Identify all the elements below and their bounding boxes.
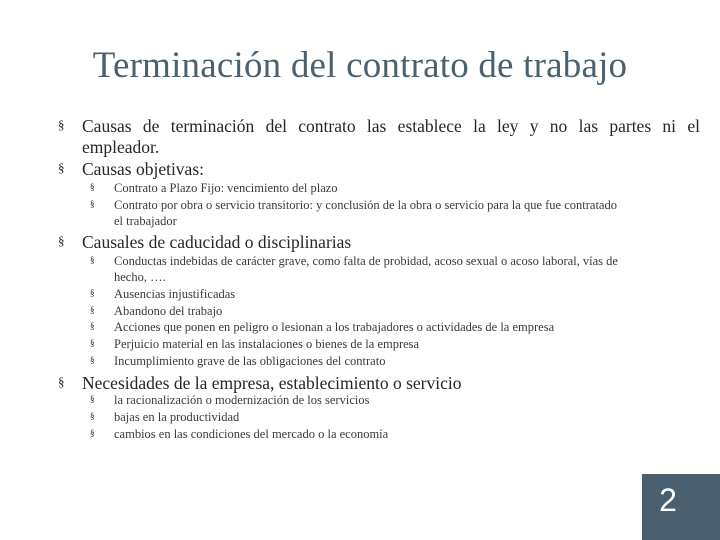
list-item-1 xyxy=(82,116,700,136)
slide-title: Terminación del contrato de trabajo xyxy=(92,45,628,86)
sub-item: cambios en las condiciones del mercado o la economía xyxy=(114,427,389,441)
bullet-icon: § xyxy=(90,255,95,265)
bullet-icon: § xyxy=(90,411,95,421)
bullet-icon: § xyxy=(90,428,95,438)
list-item-text: empleador. xyxy=(82,137,160,157)
sub-item: Incumplimiento grave de las obligaciones del contrato xyxy=(114,354,386,368)
bullet-icon: § xyxy=(58,233,65,248)
bullet-icon: § xyxy=(90,199,95,209)
sub-item: Ausencias injustificadas xyxy=(114,287,236,301)
sub-item-cont: hecho, …. xyxy=(114,270,166,284)
sub-item: Contrato por obra o servicio transitorio: y conclusión de la obra o servicio para la que fue contratado xyxy=(114,198,617,212)
sub-item: Acciones que ponen en peligro o lesionan a los trabajadores o actividades de la empresa xyxy=(114,320,555,334)
sub-item: bajas en la productividad xyxy=(114,410,240,424)
bullet-icon: § xyxy=(58,117,65,132)
list-item-4: Necesidades de la empresa, establecimiento o servicio xyxy=(82,373,462,393)
bullet-icon: § xyxy=(90,355,95,365)
bullet-icon: § xyxy=(90,321,95,331)
sub-item: Conductas indebidas de carácter grave, como falta de probidad, acoso sexual o acoso laboral, vías de xyxy=(114,254,618,268)
list-item-1-cont xyxy=(82,137,700,157)
sub-item: Perjuicio material en las instalaciones o bienes de la empresa xyxy=(114,337,420,351)
bullet-icon: § xyxy=(90,305,95,315)
page-number: 2 xyxy=(642,474,694,526)
sub-item: Abandono del trabajo xyxy=(114,304,223,318)
list-item-2: Causas objetivas: xyxy=(82,159,204,179)
list-item-text: Causas de terminación del contrato las establece la ley y no las partes ni el xyxy=(82,116,700,136)
bullet-icon: § xyxy=(90,288,95,298)
bullet-icon: § xyxy=(58,374,65,389)
bullet-icon: § xyxy=(58,160,65,175)
sub-item: la racionalización o modernización de los servicios xyxy=(114,393,370,407)
sub-item-cont: el trabajador xyxy=(114,214,177,228)
sub-item: Contrato a Plazo Fijo: vencimiento del plazo xyxy=(114,181,338,195)
bullet-icon: § xyxy=(90,182,95,192)
bullet-icon: § xyxy=(90,338,95,348)
bullet-icon: § xyxy=(90,394,95,404)
list-item-3: Causales de caducidad o disciplinarias xyxy=(82,232,352,252)
